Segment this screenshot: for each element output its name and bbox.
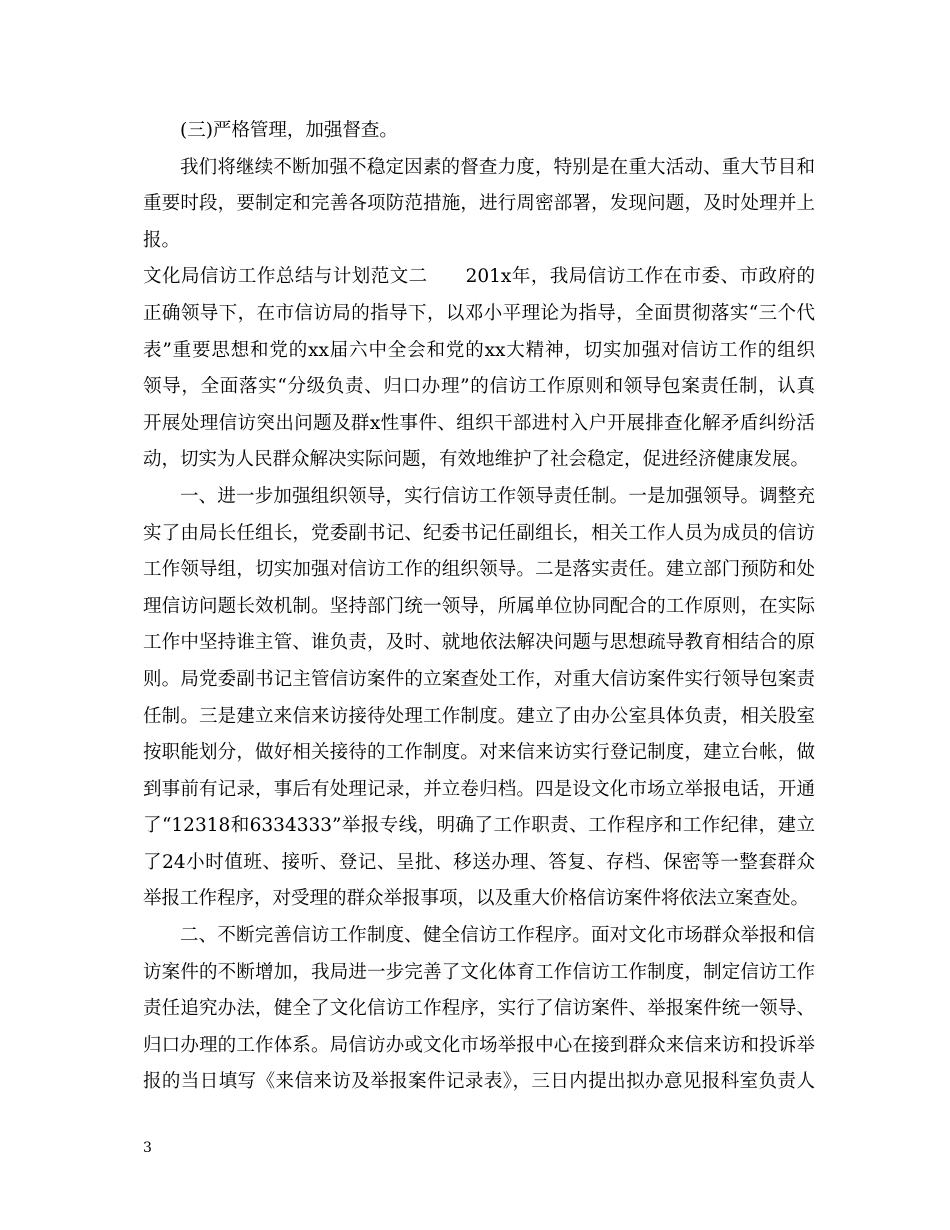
text-line: 工作中坚持谁主管、谁负责，及时、就地依法解决问题与思想疏导教育相结合的原 xyxy=(143,632,815,654)
text-line: 领导，全面落实“分级负责、归口办理”的信访工作原则和领导包案责任制，认真 xyxy=(143,376,815,398)
text-line: 二、不断完善信访工作制度、健全信访工作程序。面对文化市场群众举报和信 xyxy=(180,925,815,947)
text-line: 了24小时值班、接听、登记、呈批、移送办理、答复、存档、保密等一整套群众 xyxy=(143,851,815,873)
text-line: 文化局信访工作总结与计划范文二 201x年，我局信访工作在市委、市政府的 xyxy=(143,266,815,288)
page-number: 3 xyxy=(143,1140,152,1156)
text-line: 一、进一步加强组织领导，实行信访工作领导责任制。一是加强领导。调整充 xyxy=(180,485,815,507)
text-line: 则。局党委副书记主管信访案件的立案查处工作，对重大信访案件实行领导包案责 xyxy=(143,668,815,690)
text-line: 开展处理信访突出问题及群x性事件、组织干部进村入户开展排查化解矛盾纠纷活 xyxy=(143,412,815,434)
text-line: 工作领导组，切实加强对信访工作的组织领导。二是落实责任。建立部门预防和处 xyxy=(143,559,815,581)
text-line: 访案件的不断增加，我局进一步完善了文化体育工作信访工作制度，制定信访工作 xyxy=(143,961,815,983)
text-line: 动，切实为人民群众解决实际问题，有效地维护了社会稳定，促进经济健康发展。 xyxy=(143,449,810,471)
text-line: 责任追究办法，健全了文化信访工作程序，实行了信访案件、举报案件统一领导、 xyxy=(143,998,815,1020)
text-line: 归口办理的工作体系。局信访办或文化市场举报中心在接到群众来信来访和投诉举 xyxy=(143,1034,815,1056)
text-line: 任制。三是建立来信来访接待处理工作制度。建立了由办公室具体负责，相关股室 xyxy=(143,705,815,727)
text-line: 我们将继续不断加强不稳定因素的督查力度，特别是在重大活动、重大节目和 xyxy=(180,156,815,178)
text-line: 举报工作程序，对受理的群众举报事项，以及重大价格信访案件将依法立案查处。 xyxy=(143,888,810,910)
text-line: 按职能划分，做好相关接待的工作制度。对来信来访实行登记制度，建立台帐，做 xyxy=(143,742,815,764)
text-line: 正确领导下，在市信访局的指导下，以邓小平理论为指导，全面贯彻落实“三个代 xyxy=(143,302,815,324)
document-body xyxy=(143,113,815,1101)
text-line: 报的当日填写《来信来访及举报案件记录表》，三日内提出拟办意见报科室负责人 xyxy=(143,1071,815,1093)
text-line: 表”重要思想和党的xx届六中全会和党的xx大精神，切实加强对信访工作的组织 xyxy=(143,339,815,361)
text-line: 报。 xyxy=(143,229,181,251)
text-line: 理信访问题长效机制。坚持部门统一领导，所属单位协同配合的工作原则，在实际 xyxy=(143,595,815,617)
text-line: 到事前有记录，事后有处理记录，并立卷归档。四是设文化市场立举报电话，开通 xyxy=(143,778,815,800)
text-line: (三)严格管理，加强督查。 xyxy=(180,120,398,141)
text-line: 重要时段，要制定和完善各项防范措施，进行周密部署，发现问题，及时处理并上 xyxy=(143,193,815,215)
text-line: 了“12318和6334333”举报专线，明确了工作职责、工作程序和工作纪律，建立 xyxy=(143,815,815,837)
text-line: 实了由局长任组长，党委副书记、纪委书记任副组长，相关工作人员为成员的信访 xyxy=(143,522,815,544)
